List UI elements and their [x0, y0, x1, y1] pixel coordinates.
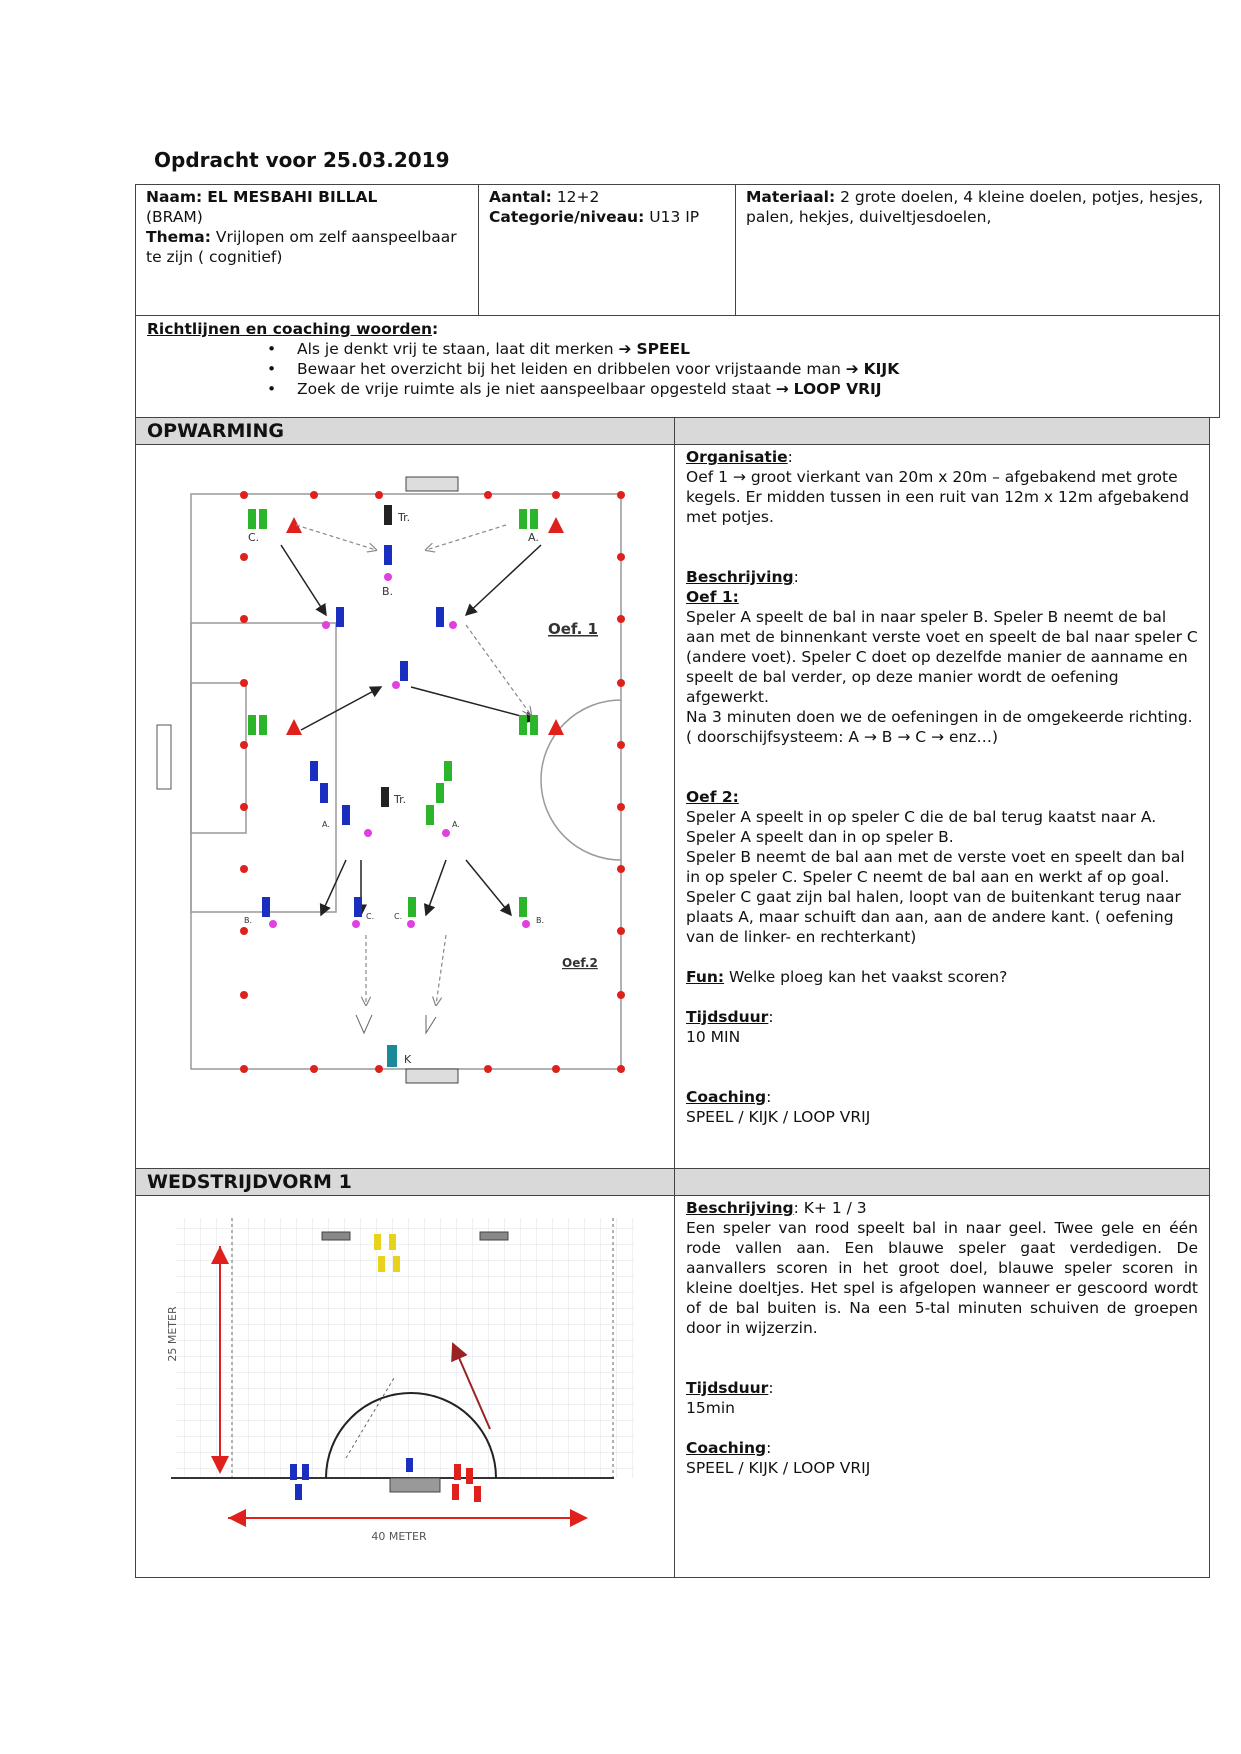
- oef2-text: Speler A speelt in op speler C die de bal terug kaatst naar A. Speler A speelt dan in op speler B.: [686, 808, 1157, 846]
- label-k: K: [404, 1053, 412, 1066]
- trainer-top: [384, 505, 392, 525]
- coaching-value: SPEEL / KIJK / LOOP VRIJ: [686, 1108, 871, 1126]
- organisatie-label: Organisatie: [686, 448, 788, 466]
- small-goal-left: [322, 1232, 350, 1240]
- document-title: Opdracht voor 25.03.2019: [154, 148, 450, 172]
- categorie-value: U13 IP: [649, 208, 700, 226]
- label-tr: Tr.: [398, 511, 411, 524]
- info-name-cell: [135, 184, 479, 316]
- naam-value: EL MESBAHI BILLAL: [207, 188, 378, 206]
- wedstrijdvorm-diagram-cell: [135, 1195, 675, 1578]
- green-players: [248, 509, 538, 917]
- wv-beschrijving-suffix: : K+ 1 / 3: [793, 1199, 867, 1217]
- guideline-item: [147, 339, 1208, 359]
- label-b: B.: [382, 585, 394, 598]
- wv-tijdsduur-value: 15min: [686, 1399, 735, 1417]
- arrow-icon: →: [775, 380, 789, 398]
- guidelines-box: [135, 315, 1220, 418]
- guideline-item: [147, 379, 1208, 399]
- wv-beschrijving-label: Beschrijving: [686, 1199, 794, 1217]
- bottom-goal: [406, 1069, 458, 1083]
- tijdsduur-value: 10 MIN: [686, 1028, 741, 1046]
- info-materiaal-cell: [735, 184, 1220, 316]
- arrow-icon: ➔: [845, 360, 859, 378]
- label-25m: 25 METER: [166, 1306, 179, 1362]
- label-oef2: Oef.2: [562, 956, 598, 970]
- tijdsduur-label: Tijdsduur: [686, 1008, 769, 1026]
- oef2-label: Oef 2:: [686, 788, 739, 806]
- thema-value: Vrijlopen om zelf aanspeelbaar te zijn ( cognitief): [146, 228, 457, 266]
- pass-arrows: [281, 545, 541, 915]
- guideline-item: [147, 359, 1208, 379]
- beschrijving-label: Beschrijving: [686, 568, 794, 586]
- diagram-labels: [244, 511, 544, 1066]
- fun-text: Welke ploeg kan het vaakst scoren?: [724, 968, 1008, 986]
- label-c-2: C.: [366, 912, 375, 921]
- label-tr-2: Tr.: [394, 793, 407, 806]
- naam-label: Naam:: [146, 188, 203, 206]
- arrow-icon: ➔: [618, 340, 632, 358]
- naam-extra: (BRAM): [146, 208, 203, 226]
- goalkeeper: [387, 1045, 397, 1067]
- oef1-text: Speler A speelt de bal in naar speler B. Speler B neemt de bal aan met de binnenkant verste voet en speelt de bal naar speler C (andere voet). Speler C doet op dezelfde manier de aanname en speelt de bal verder, op deze manier wordt de oefening afgewerkt.: [686, 608, 1198, 706]
- coaching-label: Coaching: [686, 1088, 767, 1106]
- guidelines-title: Richtlijnen en coaching woorden: [147, 320, 433, 338]
- goal-area: [191, 683, 246, 833]
- opwarming-diagram-cell: [135, 444, 675, 1169]
- label-c-3: C.: [394, 912, 403, 921]
- fun-label: Fun:: [686, 968, 725, 986]
- label-a-2: A.: [322, 820, 330, 829]
- label-a: A.: [528, 531, 539, 544]
- grid-area: [176, 1218, 634, 1478]
- wedstrijdvorm-heading-right: [674, 1168, 1210, 1196]
- oef1-label: Oef 1:: [686, 588, 739, 606]
- left-goal: [157, 725, 171, 789]
- categorie-label: Categorie/niveau:: [489, 208, 645, 226]
- guideline-keyword: SPEEL: [636, 340, 691, 358]
- wv-beschrijving-text: Een speler van rood speelt bal in naar geel. Twee gele en één rode vallen aan. Een blauwe speler gaat verdedigen. De aanvallers scoren in het groot doel, blauwe speler scoren in kleine doeltjes. Het spel is afgelopen wanneer er gescoord wordt of de bal buiten is. Na een 5-tal minuten schuiven de groepen door in wijzerzin.: [686, 1219, 1198, 1337]
- big-goal: [390, 1478, 440, 1492]
- opwarming-text-cell: Organisatie: Oef 1 → groot vierkant van 20m x 20m – afgebakend met grote kegels. Er midden tussen in een ruit van 12m x 12m afgebakend met potjes. Beschrijving: Oef 1: Speler A speelt de bal in naar speler B. Speler B neemt de bal aan met de binnenkant verste voet en speelt de bal naar speler C (andere voet). Speler C doet op dezelfde manier de aanname en speelt de bal verder, op deze manier wordt de oefening afgewerkt. Na 3 minuten doen we de oefeningen in de omgekeerde richting. ( doorschijfsysteem: A → B → C → enz…) Oef 2: Speler A speelt in op speler C die de bal terug kaatst naar A. Speler A speelt dan in op speler B. Speler B neemt de bal aan met de verste voet en speelt dan bal in op speler C. Speler C neemt de bal aan en werkt af op goal. Speler C gaat zijn bal halen, loopt van de buitenkant terug naar plaats A, maar schuift dan aan, aan de andere kant. ( oefening van de linker- en rechterkant) Fun: Welke ploeg kan het vaakst scoren? Tijdsduur: 10 MIN Coaching: SPEEL / KIJK / LOOP VRIJ: [674, 444, 1210, 1169]
- thema-label: Thema:: [146, 228, 211, 246]
- label-c: C.: [248, 531, 260, 544]
- field-outline: [191, 494, 621, 1069]
- guideline-text: Zoek de vrije ruimte als je niet aanspeelbaar opgesteld staat: [297, 380, 776, 398]
- wv-coaching-value: SPEEL / KIJK / LOOP VRIJ: [686, 1459, 871, 1477]
- label-b-2: B.: [244, 916, 253, 925]
- label-oef1: Oef. 1: [548, 620, 598, 638]
- trainer-mid: [381, 787, 389, 807]
- top-goal: [406, 477, 458, 491]
- aantal-label: Aantal:: [489, 188, 552, 206]
- guidelines-list: [147, 339, 1208, 399]
- wedstrijdvorm-diagram: [136, 1196, 674, 1577]
- materiaal-label: Materiaal:: [746, 188, 836, 206]
- opwarming-diagram: [136, 445, 674, 1168]
- pink-markers: [269, 573, 530, 928]
- materiaal-value: 2 grote doelen, 4 kleine doelen, potjes, hesjes, palen, hekjes, duiveltjesdoelen,: [746, 188, 1204, 226]
- guideline-keyword: KIJK: [863, 360, 900, 378]
- label-a-3: A.: [452, 820, 460, 829]
- guideline-text: Als je denkt vrij te staan, laat dit merken: [297, 340, 619, 358]
- guideline-text: Bewaar het overzicht bij het leiden en dribbelen voor vrijstaande man: [297, 360, 846, 378]
- small-goal-right: [480, 1232, 508, 1240]
- wedstrijdvorm-text-cell: Beschrijving: K+ 1 / 3 Een speler van rood speelt bal in naar geel. Twee gele en één rode vallen aan. Een blauwe speler gaat verdedigen. De aanvallers scoren in het groot doel, blauwe speler scoren in kleine doeltjes. Het spel is afgelopen wanneer er gescoord wordt of de bal buiten is. Na een 5-tal minuten schuiven de groepen door in wijzerzin. Tijdsduur: 15min Coaching: SPEEL / KIJK / LOOP VRIJ: [674, 1195, 1210, 1578]
- oef1-text2: Na 3 minuten doen we de oefeningen in de omgekeerde richting. ( doorschijfsysteem: A → B → C → enz…): [686, 708, 1193, 746]
- shot-arrow-right: [426, 1015, 436, 1033]
- info-aantal-cell: [478, 184, 736, 316]
- wv-tijdsduur-label: Tijdsduur: [686, 1379, 769, 1397]
- center-arc: [541, 700, 621, 860]
- opwarming-heading: OPWARMING: [135, 417, 675, 445]
- wedstrijdvorm-heading: WEDSTRIJDVORM 1: [135, 1168, 675, 1196]
- dashed-arrows: [296, 525, 531, 1005]
- boundary-cones: [240, 491, 625, 1073]
- opwarming-heading-right: [674, 417, 1210, 445]
- organisatie-text: Oef 1 → groot vierkant van 20m x 20m – afgebakend met grote kegels. Er midden tussen in een ruit van 12m x 12m afgebakend met potjes.: [686, 468, 1190, 526]
- guidelines-colon: :: [432, 320, 439, 338]
- oef2-text2: Speler B neemt de bal aan met de verste voet en speelt dan bal in op speler C. Speler C neemt de bal aan en werkt af op goal. Speler C gaat zijn bal halen, loopt van de buitenkant terug naar plaats A, maar schuift dan aan, aan de andere kant. ( oefening van de linker- en rechterkant): [686, 848, 1185, 946]
- label-40m: 40 METER: [371, 1530, 427, 1543]
- wv-coaching-label: Coaching: [686, 1439, 767, 1457]
- shot-arrow-left: [356, 1015, 372, 1033]
- aantal-value: 12+2: [556, 188, 600, 206]
- label-b-3: B.: [536, 916, 545, 925]
- guideline-keyword: LOOP VRIJ: [793, 380, 882, 398]
